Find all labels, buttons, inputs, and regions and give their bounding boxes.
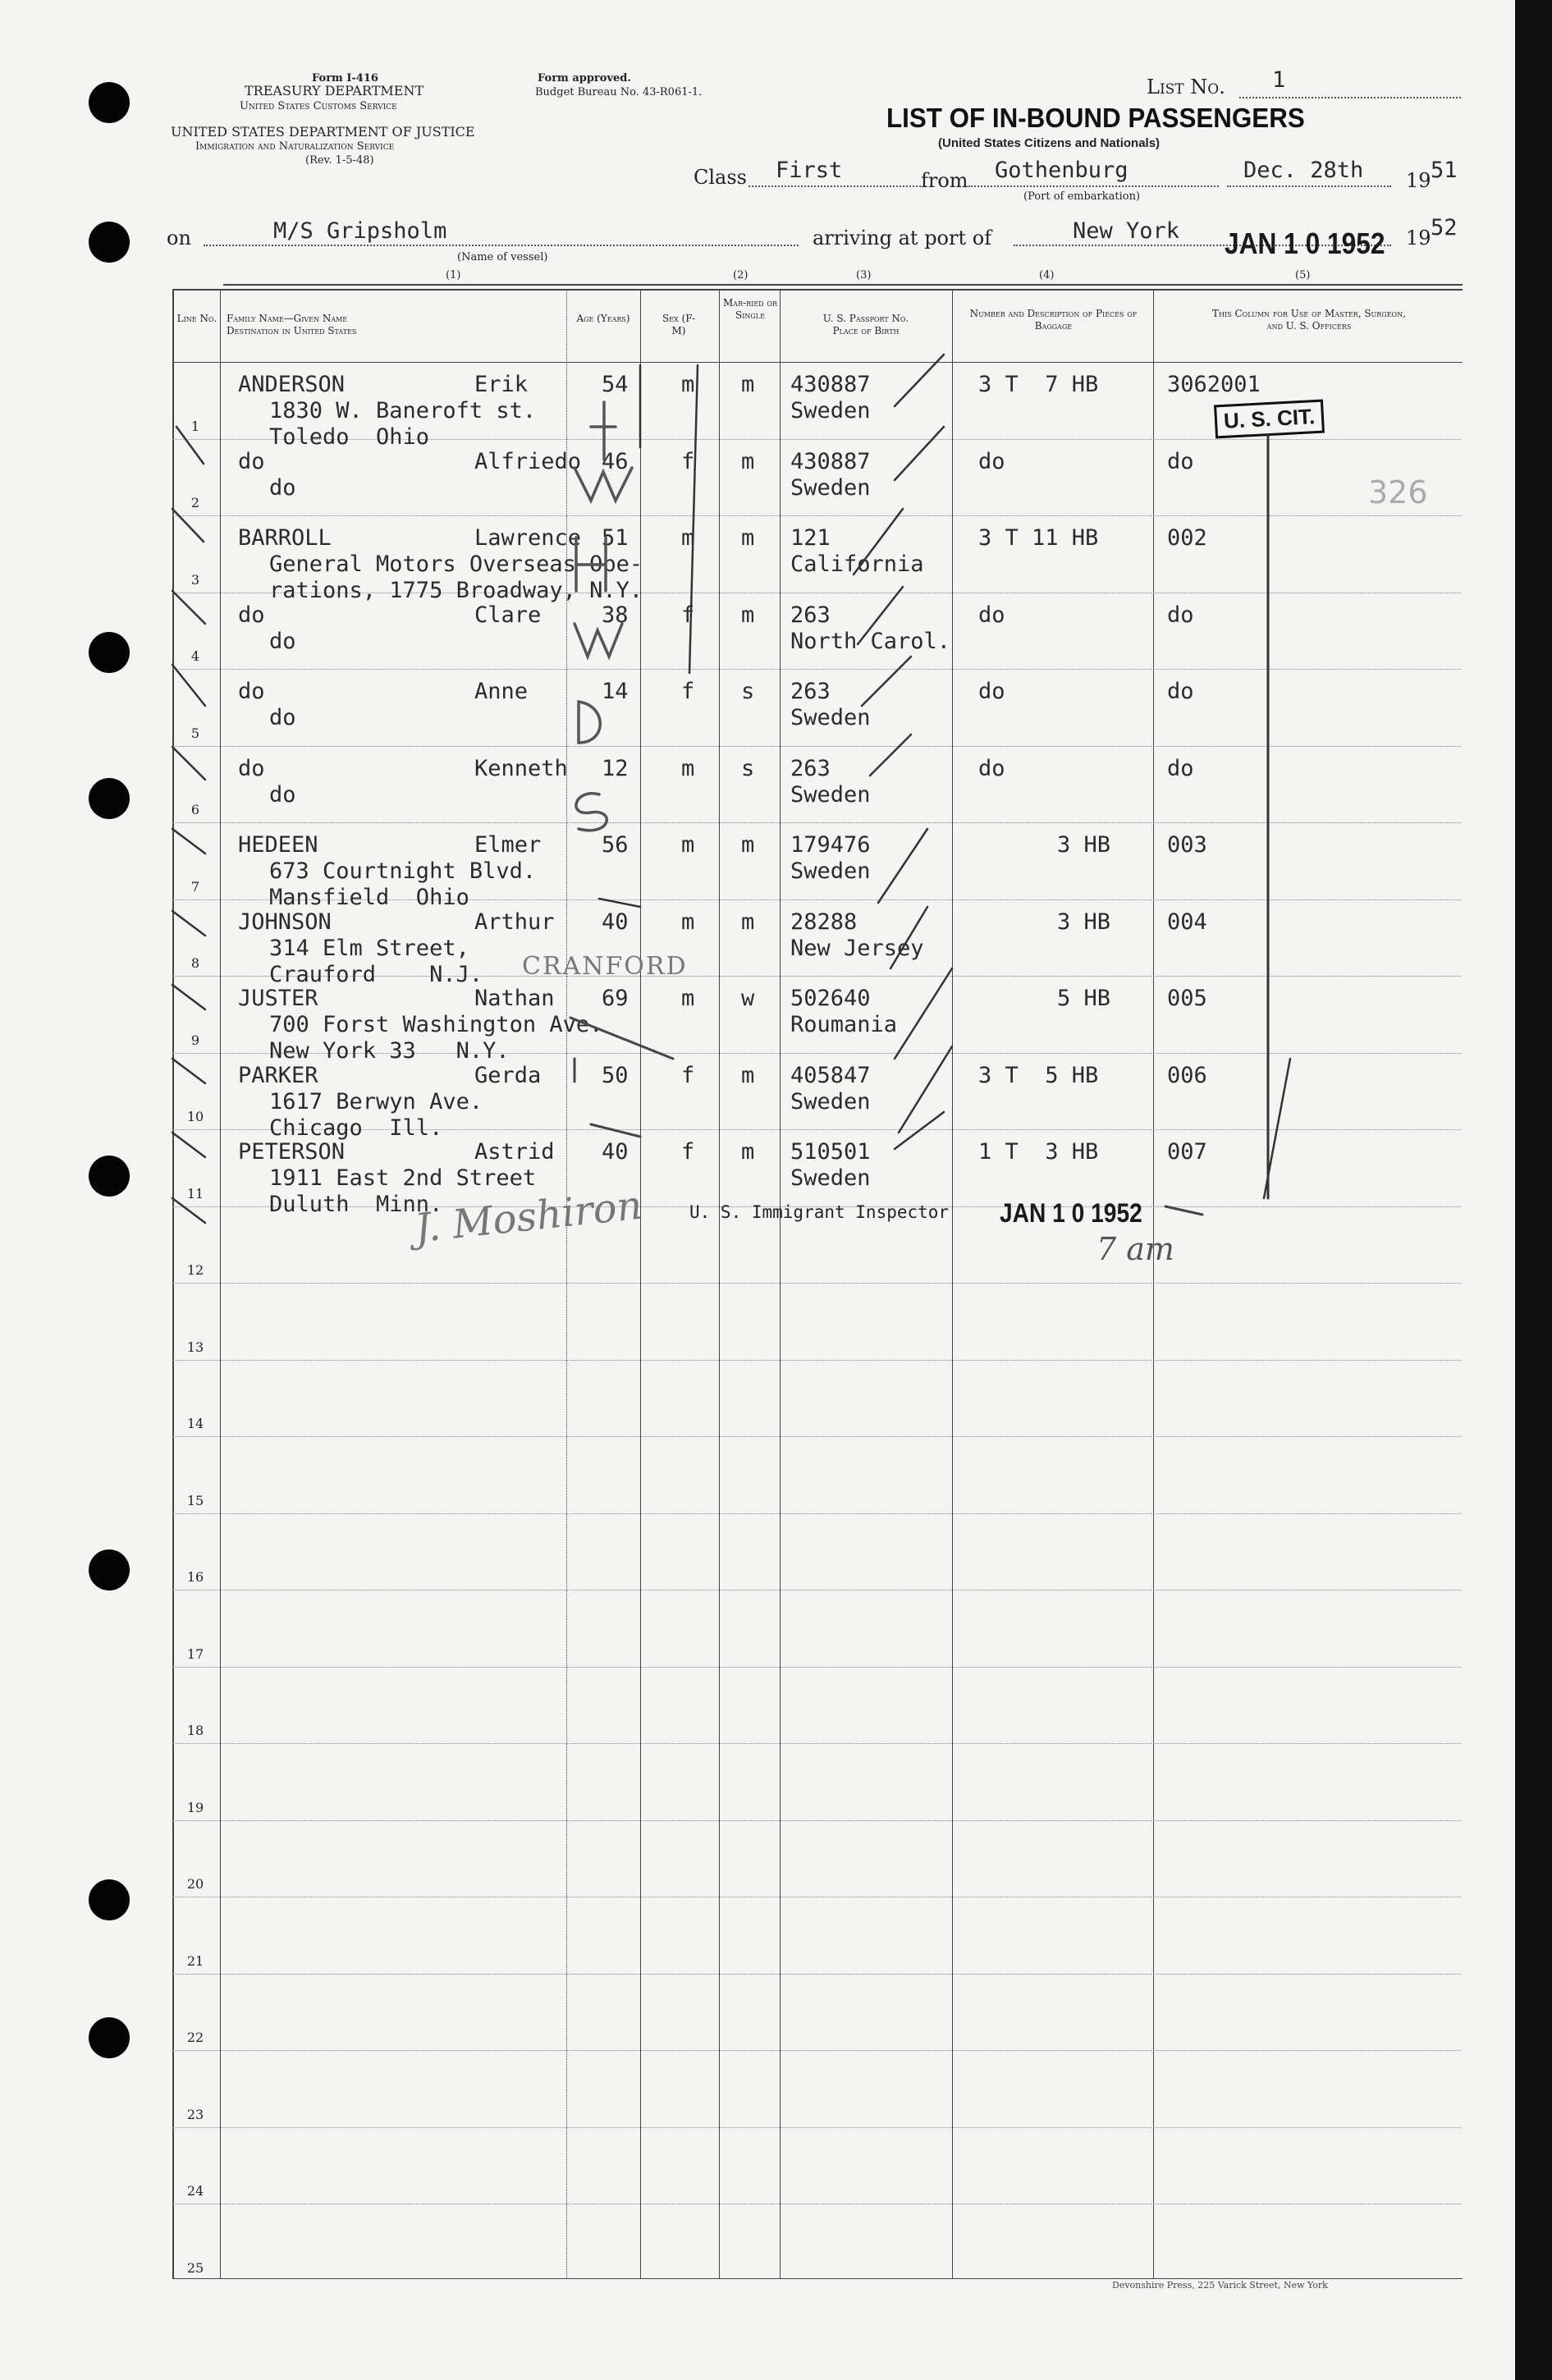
punch-hole — [89, 1549, 130, 1590]
header-name: Family Name—Given Name — [227, 313, 348, 324]
line-number: 5 — [190, 725, 200, 741]
passport-number: 263 — [790, 679, 831, 704]
header-sex: Sex (F-M) — [662, 313, 696, 336]
family-name: do — [238, 602, 265, 628]
destination-line: do — [269, 628, 296, 654]
sex: f — [681, 448, 695, 474]
inspector-signature: J. Moshiron — [412, 1182, 644, 1252]
row-divider — [172, 1513, 1461, 1514]
birth-place: Sweden — [790, 1165, 871, 1191]
header-age: Age (Years) — [576, 313, 630, 324]
passport-number: 430887 — [790, 372, 871, 397]
sex: f — [681, 1139, 695, 1165]
birth-place: Sweden — [790, 1088, 871, 1114]
given-name: Anne — [474, 679, 529, 704]
line-number: 18 — [186, 1723, 204, 1738]
birth-place: Sweden — [790, 398, 871, 423]
given-name: Nathan — [474, 986, 555, 1011]
family-name: JUSTER — [238, 986, 318, 1011]
punch-hole — [89, 778, 130, 819]
sex: m — [681, 755, 695, 781]
destination-line: Mansfield Ohio — [269, 885, 469, 910]
marital-status: m — [741, 602, 755, 628]
cranford-correction: CRANFORD — [522, 952, 688, 981]
on-label: on — [167, 227, 191, 249]
line-number: 22 — [186, 2030, 204, 2045]
destination-line: General Motors Overseas Ope- — [269, 552, 643, 577]
birth-place: New Jersey — [790, 935, 924, 961]
passport-number: 430887 — [790, 448, 871, 474]
age: 54 — [602, 372, 629, 397]
year2-prefix: 19 — [1406, 227, 1431, 249]
age: 51 — [602, 525, 629, 551]
officer-entry: 003 — [1167, 832, 1207, 858]
sex: m — [681, 525, 695, 551]
line-number: 23 — [186, 2106, 204, 2122]
officer-entry: 005 — [1167, 986, 1207, 1011]
justice-department: UNITED STATES DEPARTMENT OF JUSTICE — [171, 124, 475, 140]
family-name: HEDEEN — [238, 832, 318, 858]
sex: f — [681, 1062, 695, 1088]
col-marker: (3) — [856, 269, 872, 281]
birth-place: Sweden — [790, 858, 871, 884]
marital-status: m — [741, 1139, 755, 1165]
given-name: Clare — [474, 602, 542, 628]
age: 40 — [602, 1139, 629, 1165]
list-no-value: 1 — [1272, 67, 1286, 93]
birth-place: Roumania — [790, 1012, 898, 1037]
form-number: Form I-416 — [312, 72, 378, 85]
inspector-date-stamp: JAN 1 0 1952 — [1000, 1198, 1142, 1228]
header-married: Mar-ried or Single — [723, 297, 777, 321]
birth-place: Sweden — [790, 705, 871, 730]
budget-bureau: Budget Bureau No. 43-R061-1. — [535, 86, 703, 98]
birth-place: North Carol. — [790, 628, 951, 654]
passport-number: 263 — [790, 602, 831, 628]
arrival-date-stamp: JAN 1 0 1952 — [1225, 227, 1385, 260]
arrival-year: 52 — [1431, 215, 1458, 240]
family-name: do — [238, 448, 265, 474]
destination-line: 1911 East 2nd Street — [269, 1165, 537, 1191]
punch-hole — [89, 82, 130, 123]
destination-line: do — [269, 474, 296, 501]
line-number: 19 — [186, 1799, 204, 1815]
baggage: do — [978, 755, 1005, 781]
col-marker: (5) — [1295, 269, 1311, 281]
row-divider — [172, 669, 1461, 670]
age: 14 — [602, 679, 629, 704]
line-number: 15 — [186, 1492, 204, 1508]
passport-number: 121 — [790, 525, 831, 551]
officer-entry: 3062001 — [1167, 372, 1261, 397]
header-line-no: Line No. — [176, 313, 217, 324]
marital-status: m — [741, 525, 755, 551]
line-number: 2 — [190, 495, 200, 510]
row-divider — [172, 1360, 1461, 1361]
given-name: Kenneth — [474, 755, 568, 781]
marital-status: m — [741, 1062, 755, 1088]
inspector-label: U. S. Immigrant Inspector — [689, 1202, 950, 1222]
form-approved: Form approved. — [538, 72, 631, 85]
officer-entry: do — [1167, 448, 1194, 474]
line-number: 11 — [186, 1185, 204, 1201]
revision: (Rev. 1-5-48) — [305, 154, 374, 167]
marital-status: s — [741, 755, 755, 781]
baggage: 3 T 5 HB — [978, 1062, 1099, 1088]
class-label: Class — [694, 166, 747, 189]
line-number: 17 — [186, 1645, 204, 1662]
line-number: 20 — [186, 1876, 204, 1892]
line-number: 6 — [190, 802, 200, 817]
line-number: 16 — [186, 1569, 204, 1585]
destination-line: Crauford N.J. — [269, 961, 483, 987]
col-marker: (1) — [446, 269, 461, 281]
family-name: ANDERSON — [238, 372, 346, 397]
officer-entry: 006 — [1167, 1062, 1207, 1088]
sex: m — [681, 909, 695, 935]
family-name: PETERSON — [238, 1139, 346, 1165]
marital-status: m — [741, 448, 755, 474]
baggage: do — [978, 448, 1005, 474]
given-name: Erik — [474, 372, 529, 397]
passport-number: 510501 — [790, 1139, 871, 1165]
line-number: 25 — [186, 2259, 204, 2276]
given-name: Elmer — [474, 832, 542, 858]
officer-entry: 002 — [1167, 525, 1207, 551]
line-number: 8 — [190, 955, 200, 971]
age: 12 — [602, 755, 629, 781]
marital-status: w — [741, 986, 755, 1011]
officer-entry: 007 — [1167, 1139, 1207, 1165]
line-number: 10 — [186, 1109, 204, 1124]
family-name: JOHNSON — [238, 909, 332, 935]
passport-number: 263 — [790, 755, 831, 781]
baggage: 1 T 3 HB — [978, 1139, 1099, 1165]
col-marker: (2) — [733, 269, 749, 281]
given-name: Arthur — [474, 909, 555, 935]
destination-line: New York 33 N.Y. — [269, 1038, 510, 1064]
printer-footer: Devonshire Press, 225 Varick Street, New York — [1112, 2280, 1328, 2291]
officer-entry: do — [1167, 602, 1194, 628]
passport-number: 28288 — [790, 909, 858, 935]
arrival-port: New York — [1073, 218, 1180, 244]
family-name: do — [238, 755, 265, 781]
port-embarkation-note: (Port of embarkation) — [1023, 190, 1141, 203]
page-subtitle: (United States Citizens and Nationals) — [938, 136, 1161, 150]
given-name: Lawrence — [474, 525, 582, 551]
line-number: 13 — [186, 1339, 204, 1355]
birth-place: California — [790, 552, 924, 577]
sex: m — [681, 986, 695, 1011]
baggage: 3 HB — [1057, 832, 1111, 858]
destination-line: Chicago Ill. — [269, 1114, 443, 1141]
header-destination: Destination in United States — [227, 325, 357, 336]
year-prefix: 19 — [1406, 169, 1431, 192]
punch-hole — [89, 2017, 130, 2058]
destination-line: do — [269, 705, 296, 730]
baggage: 3 T 11 HB — [978, 525, 1099, 551]
destination-line: do — [269, 781, 296, 808]
header-birth: Place of Birth — [832, 325, 900, 336]
row-divider — [172, 2050, 1461, 2051]
sex: f — [681, 602, 695, 628]
baggage: do — [978, 602, 1005, 628]
row-divider — [172, 822, 1461, 823]
marital-status: m — [741, 909, 755, 935]
sex: f — [681, 679, 695, 704]
destination-line: rations, 1775 Broadway, N.Y. — [269, 578, 643, 603]
row-divider — [172, 1743, 1461, 1744]
family-name: do — [238, 679, 265, 704]
baggage: do — [978, 679, 1005, 704]
time-note: 7 am — [1096, 1231, 1174, 1267]
destination-line: Toledo Ohio — [269, 424, 430, 450]
destination-line: 700 Forst Washington Ave. — [269, 1012, 603, 1037]
marital-status: s — [741, 679, 755, 704]
scan-border — [1515, 0, 1552, 2380]
birth-place: Sweden — [790, 781, 871, 808]
row-divider — [172, 1820, 1461, 1821]
destination-line: 314 Elm Street, — [269, 935, 469, 961]
destination-line: 673 Courtnight Blvd. — [269, 858, 537, 884]
us-citizen-stamp: U. S. CIT. — [1214, 400, 1325, 439]
passport-number: 405847 — [790, 1062, 871, 1088]
col-marker: (4) — [1039, 269, 1055, 281]
treasury-department: TREASURY DEPARTMENT — [245, 83, 424, 98]
row-divider — [172, 1974, 1461, 1975]
row-divider — [172, 746, 1461, 747]
age: 50 — [602, 1062, 629, 1088]
vessel-note: (Name of vessel) — [457, 251, 548, 263]
customs-service: United States Customs Service — [240, 100, 397, 112]
from-label: from — [921, 169, 968, 192]
departure-date: Dec. 28th — [1243, 158, 1364, 183]
line-number: 21 — [186, 1952, 204, 1969]
given-name: Alfriedo — [474, 448, 582, 474]
age: 56 — [602, 832, 629, 858]
destination-line: 1830 W. Baneroft st. — [269, 398, 537, 423]
age: 69 — [602, 986, 629, 1011]
officer-entry: 004 — [1167, 909, 1207, 935]
officer-entry: do — [1167, 679, 1194, 704]
line-number: 14 — [186, 1416, 204, 1431]
punch-hole — [89, 222, 130, 263]
given-name: Gerda — [474, 1062, 542, 1088]
line-number: 12 — [186, 1262, 204, 1278]
punch-hole — [89, 632, 130, 673]
punch-hole — [89, 1879, 130, 1920]
line-number: 24 — [186, 2183, 204, 2199]
row-divider — [172, 2127, 1461, 2128]
immigration-service: Immigration and Naturalization Service — [195, 140, 395, 153]
line-number: 7 — [190, 878, 200, 895]
destination-line: Duluth Minn. — [269, 1192, 443, 1217]
baggage: 3 T 7 HB — [978, 372, 1099, 397]
passport-number: 502640 — [790, 986, 871, 1011]
row-divider — [172, 1283, 1461, 1284]
line-number: 9 — [190, 1032, 200, 1048]
baggage: 5 HB — [1057, 986, 1111, 1011]
family-name: PARKER — [238, 1062, 318, 1088]
age: 46 — [602, 448, 629, 474]
row-divider — [172, 1436, 1461, 1437]
baggage: 3 HB — [1057, 909, 1111, 935]
stamp-number: 326 — [1368, 474, 1428, 510]
class-value: First — [776, 158, 843, 183]
arriving-label: arriving at port of — [813, 227, 992, 249]
header-baggage: Number and Description of Pieces of Baggage — [969, 308, 1138, 332]
header-passport: U. S. Passport No. — [822, 313, 909, 324]
row-divider — [172, 515, 1461, 516]
officer-entry: do — [1167, 755, 1194, 781]
vessel-name: M/S Gripsholm — [273, 218, 447, 244]
family-name: BARROLL — [238, 525, 332, 551]
page-title: LIST OF IN-BOUND PASSENGERS — [886, 103, 1305, 133]
marital-status: m — [741, 832, 755, 858]
marital-status: m — [741, 372, 755, 397]
line-number: 1 — [190, 418, 200, 434]
list-no-label: List No. — [1147, 76, 1225, 98]
passport-number: 179476 — [790, 832, 871, 858]
given-name: Astrid — [474, 1139, 555, 1165]
sex: m — [681, 372, 695, 397]
destination-line: 1617 Berwyn Ave. — [269, 1088, 483, 1114]
header-officers: This Column for Use of Master, Surgeon, and U. S. Officers — [1212, 308, 1406, 332]
age: 40 — [602, 909, 629, 935]
row-divider — [172, 1667, 1461, 1668]
departure-year: 51 — [1431, 158, 1458, 183]
embarkation-port: Gothenburg — [995, 158, 1129, 183]
punch-hole — [89, 1156, 130, 1197]
birth-place: Sweden — [790, 474, 871, 501]
line-number: 3 — [190, 571, 200, 588]
sex: m — [681, 832, 695, 858]
line-number: 4 — [190, 648, 200, 664]
age: 38 — [602, 602, 629, 628]
